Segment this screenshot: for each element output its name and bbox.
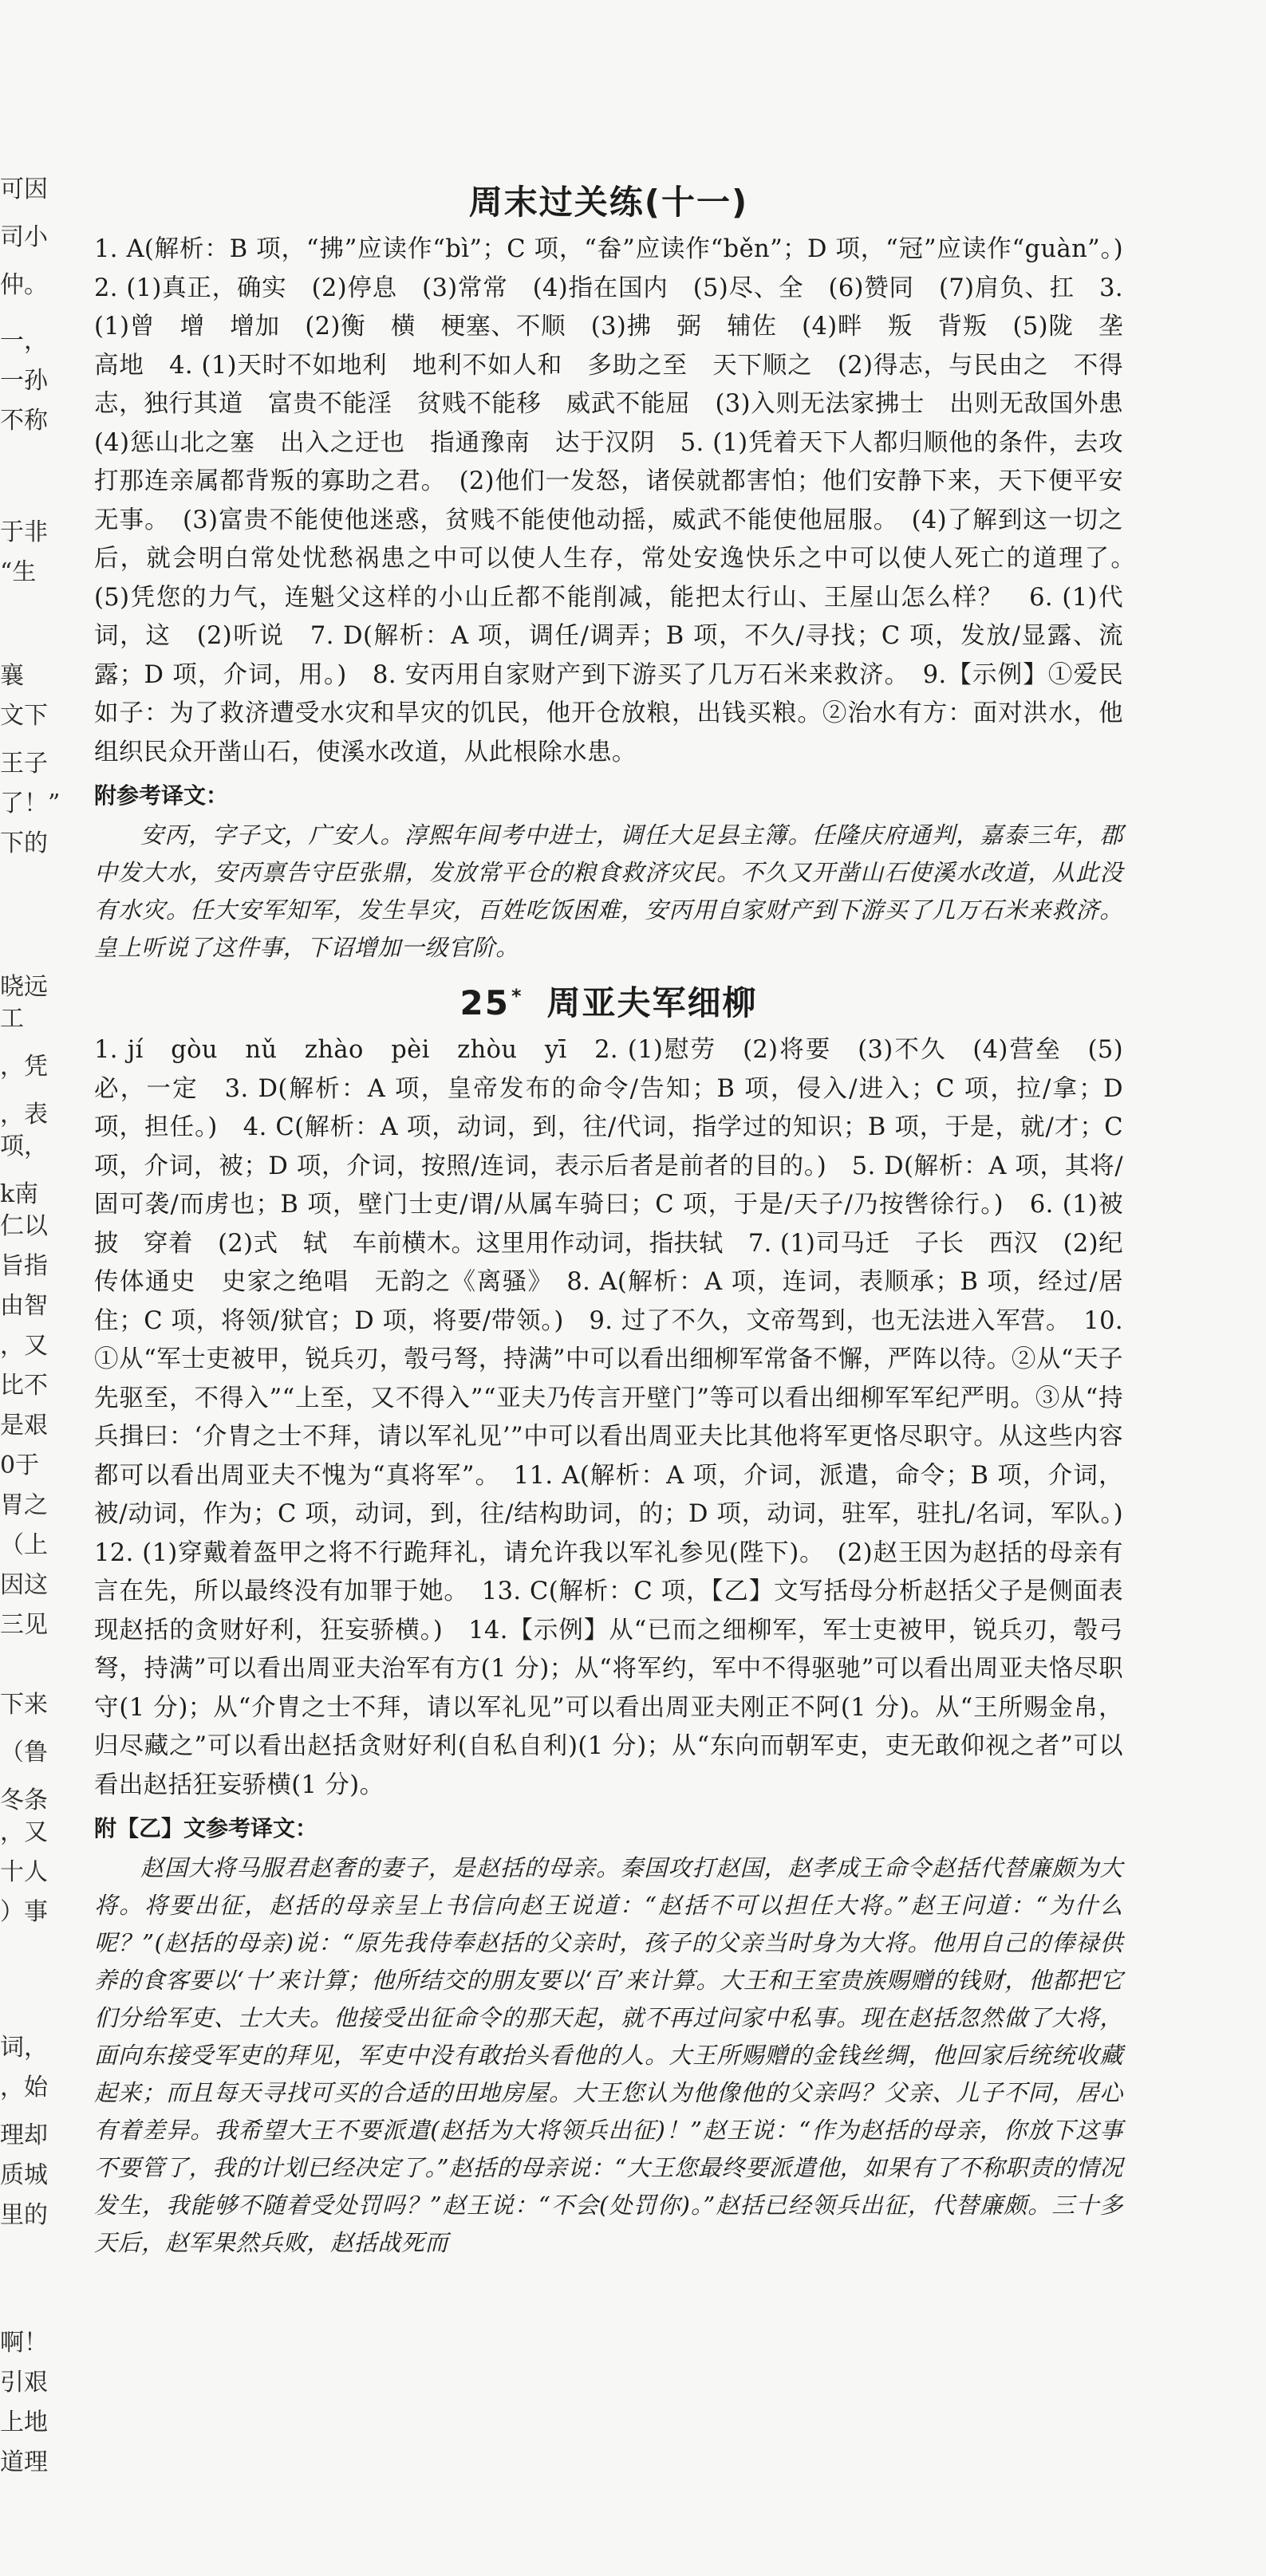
left-strip-fragment: （鲁: [0, 1739, 48, 1767]
lesson-mark: *: [511, 985, 523, 1007]
left-strip-fragment: 比不: [0, 1372, 48, 1400]
lesson-title: [94, 973, 1123, 1026]
left-strip-fragment: 王子: [0, 750, 48, 778]
left-strip-fragment: 襄: [0, 662, 24, 690]
left-strip-fragment: 不称: [0, 407, 48, 435]
reference-translation: 赵国大将马服君赵奢的妻子，是赵括的母亲。秦国攻打赵国，赵孝成王命令赵括代替廉颇为大将。将要出征，赵括的母亲呈上书信向赵王说道：“赵括不可以担任大将。”赵王问道：“为什么呢？”(赵括的母亲)说：“原先我侍奉赵括的父亲时，孩子的父亲当时身为大将。他用自己的俸禄供养的食客要以‘十’来计算；他所结交的朋友要以‘百’来计算。大王和王室贵族赐赠的钱财，他都把它们分给军吏、士大夫。他接受出征命令的那天起，就不再过问家中私事。现在赵括忽然做了大将，面向东接受军吏的拜见，军吏中没有敢抬头看他的人。大王所赐赠的金钱丝绸，他回家后统统收藏起来；而且每天寻找可买的合适的田地房屋。大王您认为他像他的父亲吗？父亲、儿子不同，居心有着差异。我希望大王不要派遣(赵括为大将领兵出征)！”赵王说：“作为赵括的母亲，你放下这事不要管了，我的计划已经决定了。”赵括的母亲说：“大王您最终要派遣他，如果有了不称职责的情况发生，我能够不随着受处罚吗？”赵王说：“不会(处罚你)。”赵括已经领兵出征，代替廉颇。三十多天后，赵军果然兵败，赵括战死而: [94, 1854, 1123, 2256]
answer-content: [94, 179, 1148, 2262]
reference-translation-label: 附参考译文：: [94, 782, 229, 809]
left-strip-fragment: 三见: [0, 1611, 48, 1639]
left-strip-fragment: 项，: [0, 1132, 48, 1160]
left-strip-fragment: 下的: [0, 829, 48, 857]
left-strip-fragment: 司小: [0, 223, 48, 251]
left-strip-fragment: 里的: [0, 2201, 48, 2229]
left-strip-fragment: 冬条: [0, 1786, 48, 1814]
left-strip-fragment: 仁以: [0, 1212, 48, 1240]
section-weekend-review: [94, 179, 1148, 967]
left-strip-fragment: ，又: [0, 1332, 48, 1360]
left-strip-fragment: 了！”: [0, 790, 61, 817]
left-strip-fragment: 仲。: [0, 271, 48, 299]
reference-translation: 安丙，字子文，广安人。淳熙年间考中进士，调任大足县主簿。任隆庆府通判，嘉泰三年，郡中发大水，安丙禀告守臣张鼎，发放常平仓的粮食救济灾民。不久又开凿山石使溪水改道，从此没有水灾。任大安军知军，发生旱灾，百姓吃饭困难，安丙用自家财产到下游买了几万石米来救济。皇上听说了这件事，下诏增加一级官阶。: [94, 821, 1123, 961]
left-strip-fragment: （上: [0, 1531, 48, 1559]
left-strip-fragment: 一，: [0, 327, 48, 355]
section-title: [94, 179, 1123, 226]
left-strip-fragment: 旨指: [0, 1252, 48, 1280]
left-strip-fragment: 上地: [0, 2409, 48, 2436]
left-strip-fragment: 工: [0, 1005, 24, 1033]
lesson-title-text: 周亚夫军细柳: [546, 983, 758, 1022]
left-strip-fragment: 理却: [0, 2121, 48, 2149]
left-strip-fragment: 质城: [0, 2161, 48, 2189]
left-strip-fragment: ，始: [0, 2074, 48, 2101]
section-zhou-yafu: [94, 973, 1148, 2262]
answer-text: 1. A(解析：B 项，“拂”应读作“bì”；C 项，“畚”应读作“běn”；D 项，“冠”应读作“guàn”。) 2. (1)真正，确实 (2)停息 (3)常常 (4)指在国内 (5)尽、全 (6)赞同 (7)肩负、扛 3. (1)曾 增 增加 (2)衡 横 梗塞、不顺 (3)拂 弼 辅佐 (4)畔 叛 背叛 (5)陇 垄 高地 4. (1)天时不如地利 地利不如人和 多助之至 天下顺之 (2)得志，与民由之 不得志，独行其道 富贵不能淫 贫贱不能移 威武不能屈 (3)入则无法家拂士 出则无敌国外患 (4)惩山北之塞 出入之迂也 指通豫南 达于汉阴 5. (1)凭着天下人都归顺他的条件，去攻打那连亲属都背叛的寡助之君。 (2)他们一发怒，诸侯就都害怕；他们安静下来，天下便平安无事。 (3)富贵不能使他迷惑，贫贱不能使他动摇，威武不能使他屈服。 (4)了解到这一切之后，就会明白常处忧愁祸患之中可以使人生存，常处安逸快乐之中可以使人死亡的道理了。 (5)凭您的力气，连魁父这样的小山丘都不能削减，能把太行山、王屋山怎么样？ 6. (1)代词，这 (2)听说 7. D(解析：A 项，调任/调弄；B 项，不久/寻找；C 项，发放/显露、流露；D 项，介词，用。) 8. 安丙用自家财产到下游买了几万石米来救济。 9.【示例】①爱民如子：为了救济遭受水灾和旱灾的饥民，他开仓放粮，出钱买粮。②治水有方：面对洪水，他组织民众开凿山石，使溪水改道，从此根除水患。: [94, 235, 1148, 766]
left-strip-fragment: k南: [0, 1180, 39, 1208]
lesson-number: 25: [459, 983, 510, 1022]
left-strip-fragment: 文下: [0, 702, 48, 730]
left-strip-fragment: ，表: [0, 1101, 48, 1128]
left-strip-fragment: ）事: [0, 1898, 48, 1926]
left-strip-fragment: 啊！: [0, 2329, 48, 2357]
left-strip-fragment: 是艰: [0, 1412, 48, 1440]
left-strip-fragment: “生: [0, 558, 37, 586]
section-title-text: 周末过关练(十一): [468, 183, 749, 222]
left-strip-fragment: 一孙: [0, 367, 48, 395]
left-page-edge: [0, 175, 61, 2476]
left-strip-fragment: 胃之: [0, 1491, 48, 1519]
left-strip-fragment: 由智: [0, 1292, 48, 1320]
reference-translation-label: 附【乙】文参考译文：: [94, 1815, 318, 1841]
left-strip-fragment: 可因: [0, 175, 48, 203]
left-strip-fragment: 因这: [0, 1571, 48, 1599]
answer-text: 1. jí gòu nǔ zhào pèi zhòu yī 2. (1)慰劳 (2)将要 (3)不久 (4)营垒 (5)必，一定 3. D(解析：A 项，皇帝发布的命令/告知；B 项，侵入/进入；C 项，拉/拿；D 项，担任。) 4. C(解析：A 项，动词，到，往/代词，指学过的知识；B 项，于是，就/才；C 项，介词，被；D 项，介词，按照/连词，表示后者是前者的目的。) 5. D(解析：A 项，其将/固可袭/而虏也；B 项，壁门士吏/谓/从属车骑曰；C 项，于是/天子/乃按辔徐行。) 6. (1)被 披 穿着 (2)式 轼 车前横木。这里用作动词，指扶轼 7. (1)司马迁 子长 西汉 (2)纪传体通史 史家之绝唱 无韵之《离骚》 8. A(解析：A 项，连词，表顺承；B 项，经过/居住；C 项，将领/狱官；D 项，将要/带领。) 9. 过了不久，文帝驾到，也无法进入军营。 10. ①从“军士吏被甲，锐兵刃，彀弓弩，持满”中可以看出细柳军常备不懈，严阵以待。②从“天子先驱至，不得入”“上至，又不得入”“亚夫乃传言开壁门”等可以看出细柳军军纪严明。③从“持兵揖曰：‘介胄之士不拜，请以军礼见’”中可以看出周亚夫比其他将军更恪尽职守。从这些内容都可以看出周亚夫不愧为“真将军”。 11. A(解析：A 项，介词，派遣，命令；B 项，介词，被/动词，作为；C 项，动词，到，往/结构助词，的；D 项，动词，驻军，驻扎/名词，军队。) 12. (1)穿戴着盔甲之将不行跪拜礼，请允许我以军礼参见(陛下)。 (2)赵王因为赵括的母亲有言在先，所以最终没有加罪于她。 13. C(解析：C 项，【乙】文写括母分析赵括父子是侧面表现赵括的贪财好利，狂妄骄横。) 14.【示例】从“已而之细柳军，军士吏被甲，锐兵刃，彀弓弩，持满”可以看出周亚夫治军有方(1 分)；从“将军约，军中不得驱驰”可以看出周亚夫恪尽职守(1 分)；从“介胄之士不拜，请以军礼见”可以看出周亚夫刚正不阿(1 分)。从“王所赐金帛，归尽藏之”可以看出赵括贪财好利(自私自利)(1 分)；从“东向而朝军吏，吏无敢仰视之者”可以看出赵括狂妄骄横(1 分)。: [94, 1036, 1148, 1799]
left-strip-fragment: 道理: [0, 2448, 48, 2476]
left-strip-fragment: 十人: [0, 1858, 48, 1886]
left-strip-fragment: 0于: [0, 1451, 40, 1479]
left-strip-fragment: ，又: [0, 1818, 48, 1846]
left-strip-fragment: 词，: [0, 2034, 48, 2062]
left-strip-fragment: 晓远: [0, 973, 48, 1001]
left-strip-fragment: 下来: [0, 1691, 48, 1719]
left-strip-fragment: ，凭: [0, 1053, 48, 1081]
left-strip-fragment: 引艰: [0, 2369, 48, 2397]
left-strip-fragment: 于非: [0, 518, 48, 546]
